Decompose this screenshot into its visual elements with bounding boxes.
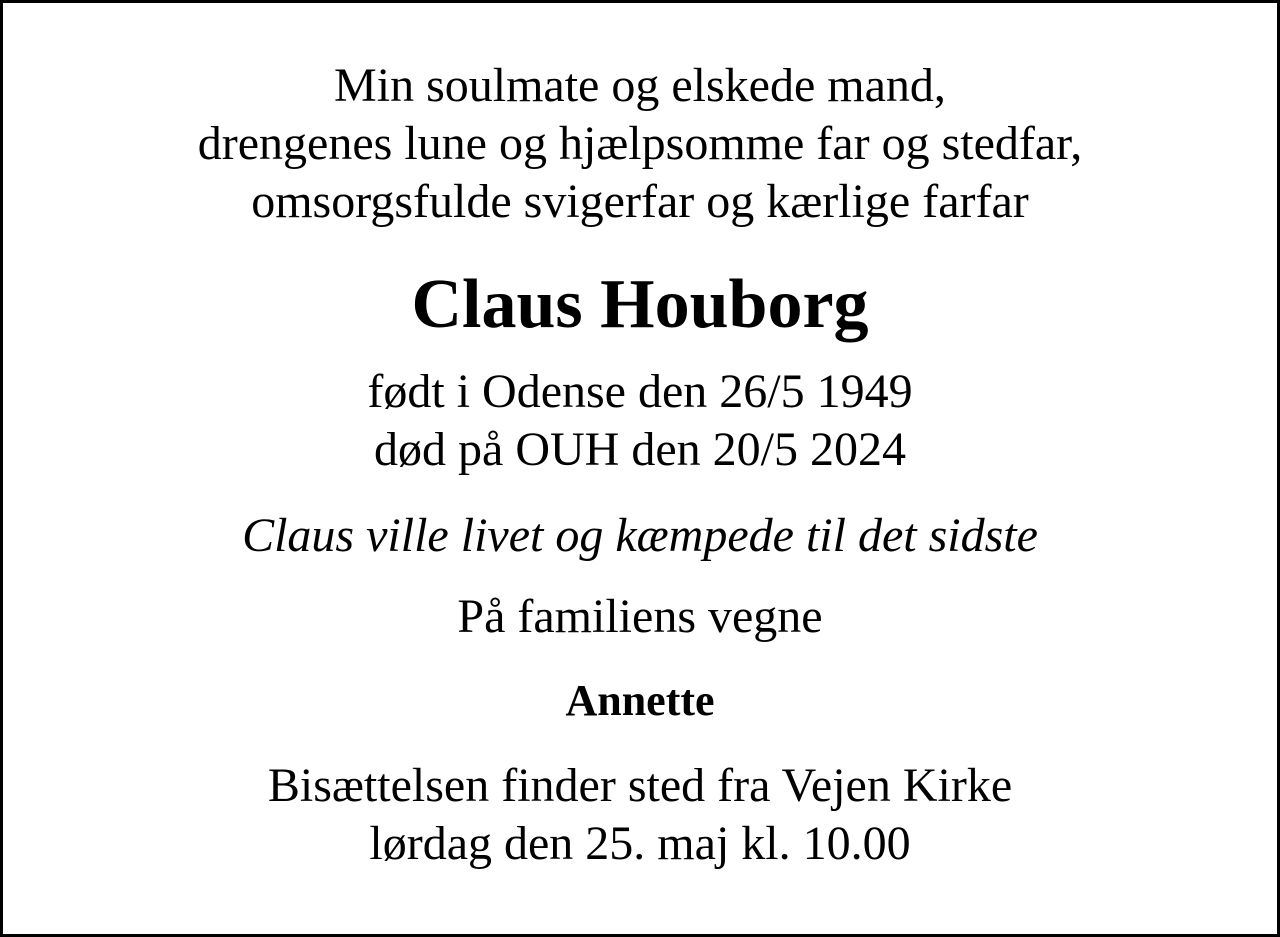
intro-text [3,57,1277,231]
deceased-name: Claus Houborg [411,266,869,343]
memorial-quote: Claus ville livet og kæmpede til det sidste [242,509,1038,562]
intro-line-2: drengenes lune og hjælpsomme far og stedfar, [197,117,1083,170]
life-dates [3,363,1277,479]
birth-line: født i Odense den 26/5 1949 [367,365,913,418]
intro-line-3: omsorgsfulde svigerfar og kærlige farfar [251,175,1029,228]
intro-line-1: Min soulmate og elskede mand, [334,59,946,112]
funeral-time-line: lørdag den 25. maj kl. 10.00 [369,817,911,870]
funeral-info [3,757,1277,873]
on-behalf-text: På familiens vegne [457,590,823,643]
funeral-place-line: Bisættelsen finder sted fra Vejen Kirke [267,759,1013,812]
signer-name: Annette [565,676,715,725]
death-line: død på OUH den 20/5 2024 [374,423,906,476]
